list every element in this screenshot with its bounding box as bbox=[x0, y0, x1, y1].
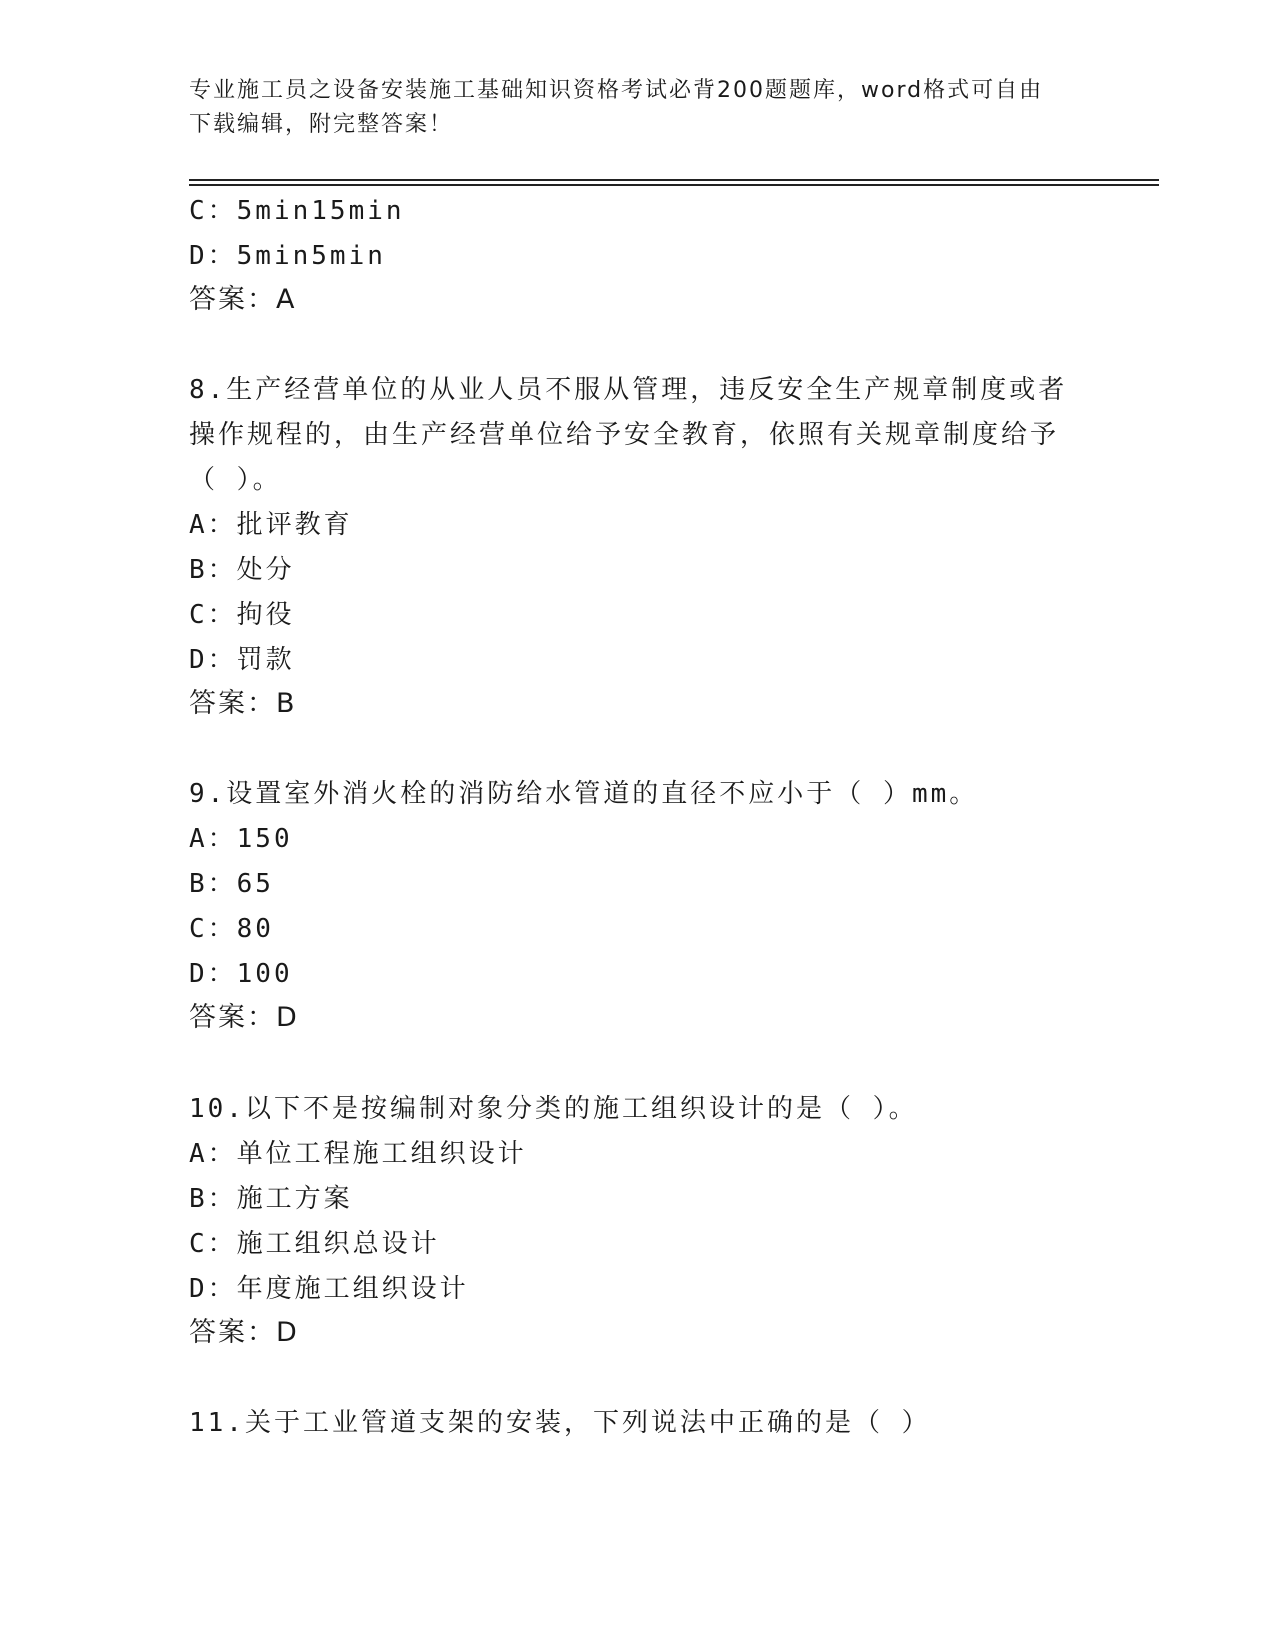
q8-stem-line-2: 操作规程的，由生产经营单位给予安全教育，依照有关规章制度给予 bbox=[189, 420, 1060, 450]
q8-answer: 答案：B bbox=[189, 688, 297, 719]
q9-option-c: C：80 bbox=[189, 914, 274, 944]
q8-option-c: C：拘役 bbox=[189, 600, 295, 630]
q10-option-d: D：年度施工组织设计 bbox=[189, 1274, 469, 1304]
q9-option-a: A：150 bbox=[189, 824, 293, 854]
q10-option-b: B：施工方案 bbox=[189, 1184, 353, 1214]
header-line-2: 下载编辑，附完整答案！ bbox=[189, 112, 454, 137]
q9-option-d: D：100 bbox=[189, 959, 293, 989]
q10-stem: 10.以下不是按编制对象分类的施工组织设计的是（ ）。 bbox=[189, 1094, 918, 1124]
q10-option-c: C：施工组织总设计 bbox=[189, 1229, 440, 1259]
q9-option-b: B：65 bbox=[189, 869, 274, 899]
q8-stem-line-3: （ ）。 bbox=[189, 465, 282, 495]
q10-option-a: A：单位工程施工组织设计 bbox=[189, 1139, 527, 1169]
header-line-1: 专业施工员之设备安装施工基础知识资格考试必背200题题库，word格式可自由 bbox=[189, 78, 1044, 103]
q7-answer: 答案：A bbox=[189, 284, 297, 315]
header-rule-top bbox=[189, 179, 1159, 181]
q8-option-a: A：批评教育 bbox=[189, 510, 353, 540]
header-rule-bottom bbox=[189, 184, 1159, 186]
q9-answer: 答案：D bbox=[189, 1002, 299, 1033]
q9-stem: 9.设置室外消火栓的消防给水管道的直径不应小于（ ）mm。 bbox=[189, 779, 979, 809]
q10-answer: 答案：D bbox=[189, 1317, 299, 1348]
q11-stem: 11.关于工业管道支架的安装，下列说法中正确的是（ ） bbox=[189, 1408, 931, 1438]
q7-option-d: D：5min5min bbox=[189, 241, 386, 271]
document-header bbox=[189, 74, 1079, 142]
q8-option-d: D：罚款 bbox=[189, 645, 295, 675]
q8-stem-line-1: 8.生产经营单位的从业人员不服从管理，违反安全生产规章制度或者 bbox=[189, 375, 1068, 405]
q7-option-c: C：5min15min bbox=[189, 196, 405, 226]
q8-option-b: B：处分 bbox=[189, 555, 295, 585]
